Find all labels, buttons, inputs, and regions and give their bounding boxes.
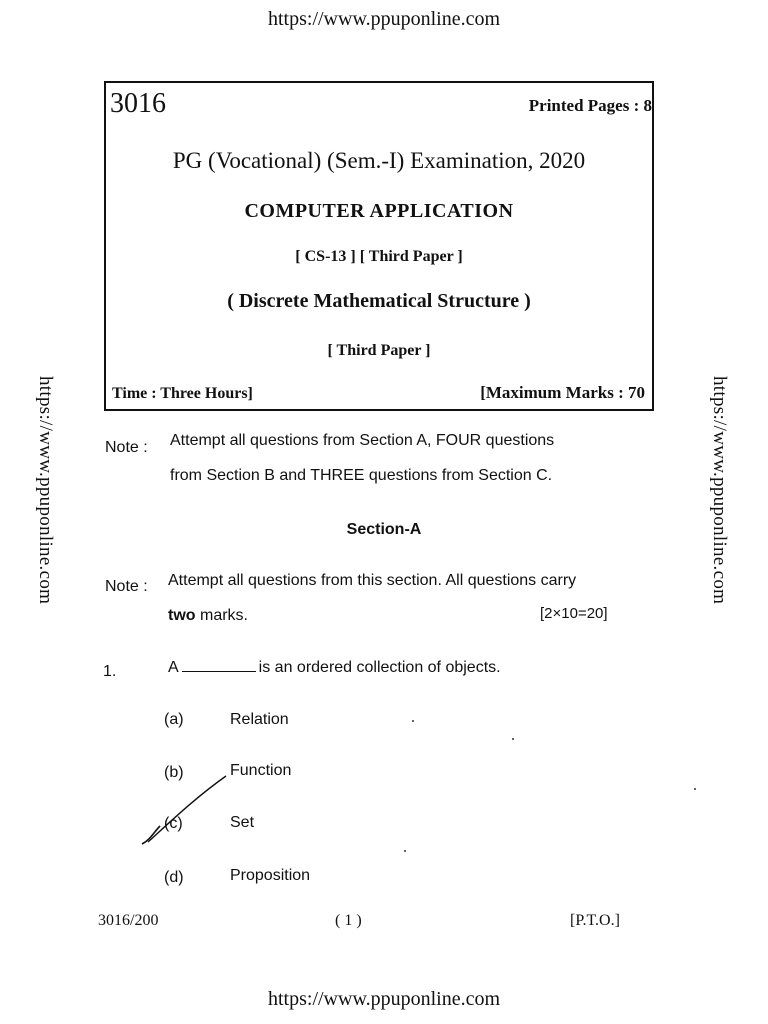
watermark-url-right: https://www.ppuponline.com <box>709 376 730 605</box>
page-number: ( 1 ) <box>335 912 362 929</box>
topic-title: ( Discrete Mathematical Structure ) <box>227 290 531 312</box>
question-number: 1. <box>103 663 117 680</box>
option-label: (c) <box>164 815 183 832</box>
watermark-url-left: https://www.ppuponline.com <box>35 376 56 605</box>
question-text-start: A <box>168 659 179 676</box>
note-line <box>168 607 248 625</box>
scan-speck <box>412 720 414 722</box>
note-line: Attempt all questions from Section A, FOUR questions <box>170 432 555 449</box>
subject-title: COMPUTER APPLICATION <box>244 200 514 222</box>
handwritten-tick-mark <box>140 770 230 850</box>
note-line: from Section B and THREE questions from Section C. <box>170 467 553 484</box>
scan-speck <box>404 850 406 852</box>
scan-speck <box>694 788 696 790</box>
note-label: Note : <box>105 578 148 595</box>
course-code-line: [ CS-13 ] [ Third Paper ] <box>295 248 463 265</box>
question-text-end: is an ordered collection of objects. <box>258 659 501 676</box>
time-allowed: Time : Three Hours] <box>112 385 253 402</box>
note-line-rest: marks. <box>195 607 248 624</box>
note-line: Attempt all questions from this section. All questions carry <box>168 572 577 589</box>
option-text: Relation <box>230 711 289 728</box>
scan-speck <box>512 738 514 740</box>
header-box <box>104 81 654 411</box>
option-text: Set <box>230 814 255 831</box>
printed-pages: Printed Pages : 8 <box>528 96 652 115</box>
please-turn-over: [P.T.O.] <box>570 912 620 929</box>
paper-line: [ Third Paper ] <box>327 342 431 359</box>
paper-code: 3016 <box>110 88 166 119</box>
watermark-url-top: https://www.ppuponline.com <box>267 8 501 30</box>
option-label: (b) <box>164 764 184 781</box>
section-title: Section-A <box>346 521 422 538</box>
maximum-marks: [Maximum Marks : 70 <box>480 383 645 402</box>
option-label: (d) <box>164 869 184 886</box>
footer-paper-code: 3016/200 <box>98 912 159 929</box>
marks-allocation: [2×10=20] <box>540 605 608 622</box>
exam-title: PG (Vocational) (Sem.-I) Examination, 2020 <box>172 148 586 173</box>
watermark-url-bottom: https://www.ppuponline.com <box>267 988 501 1010</box>
answer-blank <box>182 657 256 672</box>
note-label: Note : <box>105 439 148 456</box>
option-text: Proposition <box>230 867 311 884</box>
option-label: (a) <box>164 711 184 728</box>
question-text <box>168 657 501 677</box>
option-text: Function <box>230 762 292 779</box>
emphasis-text: two <box>168 607 196 624</box>
